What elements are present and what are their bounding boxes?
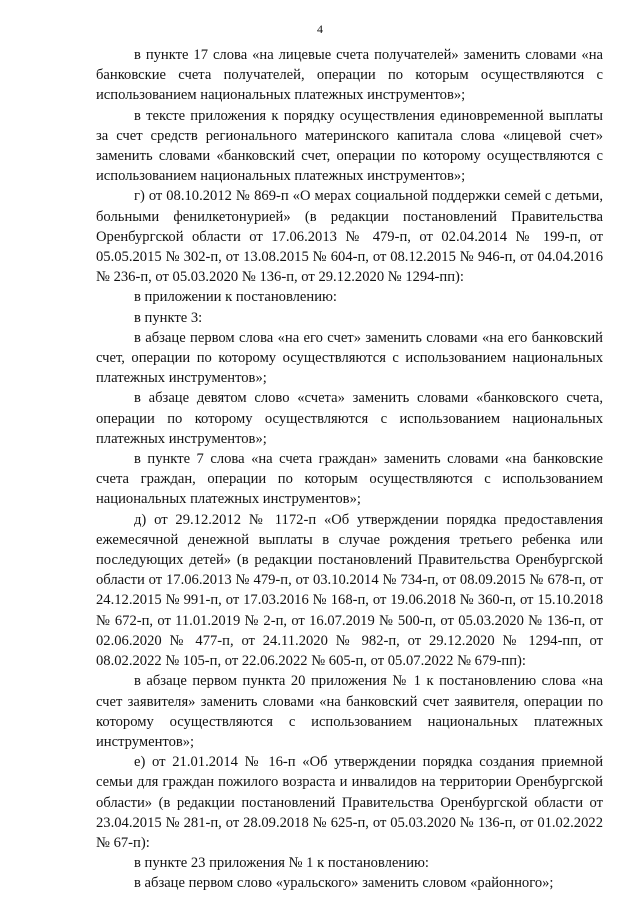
paragraph: в приложении к постановлению: — [134, 289, 337, 306]
paragraph: в пункте 7 слова «на счета граждан» заменить словами «на банковские счета граждан, операции по которым осуществляются с использованием национальных платежных инструментов»; — [96, 451, 603, 508]
paragraph: в абзаце первом слово «уральского» заменить словом «районного»; — [134, 875, 554, 892]
paragraph: в абзаце первом пункта 20 приложения № 1 к постановлению слова «на счет заявителя» заменить словами «на банковский счет заявителя, операции по которому осуществляются с использованием национальных платежных инструментов»; — [96, 673, 603, 750]
paragraph: е) от 21.01.2014 № 16-п «Об утверждении порядка создания приемной семьи для граждан пожилого возраста и инвалидов на территории Оренбургской области» (в редакции постановлений Правительства Оренбургской области от 23.04.2015 № 281-п, от 28.09.2018 № 625-п, от 05.03.2020 № 136-п, от 01.02.2022 № 67-п): — [96, 754, 603, 851]
paragraph: в абзаце первом слова «на его счет» заменить словами «на его банковский счет, операции по которому осуществляются с использованием национальных платежных инструментов»; — [96, 329, 603, 387]
paragraph: в абзаце девятом слово «счета» заменить словами «банковского счета, операции по которому осуществляются с использованием национальных платежных инструментов»; — [96, 390, 603, 447]
paragraph: в тексте приложения к порядку осуществления единовременной выплаты за счет средств регионального материнского капитала слова «лицевой счет» заменить словами «банковский счет, операции по которому осуществляются с использованием национальных платежных инструментов»; — [96, 107, 603, 185]
page-number: 4 — [317, 22, 323, 36]
paragraph: в пункте 17 слова «на лицевые счета получателей» заменить словами «на банковские счета получателей, операции по которым осуществляются с использованием национальных платежных инструментов»; — [96, 47, 603, 104]
document-body — [96, 45, 603, 894]
paragraph: в пункте 23 приложения № 1 к постановлению: — [134, 855, 429, 872]
paragraph: д) от 29.12.2012 № 1172-п «Об утверждении порядка предоставления ежемесячной денежной выплаты в случае рождения третьего ребенка или последующих детей» (в редакции постановлений Правительства Оренбургской области от 17.06.2013 № 479-п, от 03.10.2014 № 734-п, от 08.09.2015 № 678-п, от 24.12.2015 № 991-п, от 17.03.2016 № 168-п, от 19.06.2018 № 360-п, от 15.10.2018 № 672-п, от 11.01.2019 № 2-п, от 16.07.2019 № 500-п, от 05.03.2020 № 136-п, от 02.06.2020 № 477-п, от 24.11.2020 № 982-п, от 29.12.2020 № 1294-пп, от 08.02.2022 № 105-п, от 22.06.2022 № 605-п, от 05.07.2022 № 679-пп): — [96, 511, 603, 670]
paragraph: г) от 08.10.2012 № 869-п «О мерах социальной поддержки семей с детьми, больными фенилкетонурией» (в редакции постановлений Правительства Оренбургской области от 17.06.2013 № 479-п, от 02.04.2014 № 199-п, от 05.05.2015 № 302-п, от 13.08.2015 № 604-п, от 08.12.2015 № 946-п, от 04.04.2016 № 236-п, от 05.03.2020 № 136-п, от 29.12.2020 № 1294-пп): — [96, 188, 603, 286]
paragraph: в пункте 3: — [134, 309, 203, 326]
